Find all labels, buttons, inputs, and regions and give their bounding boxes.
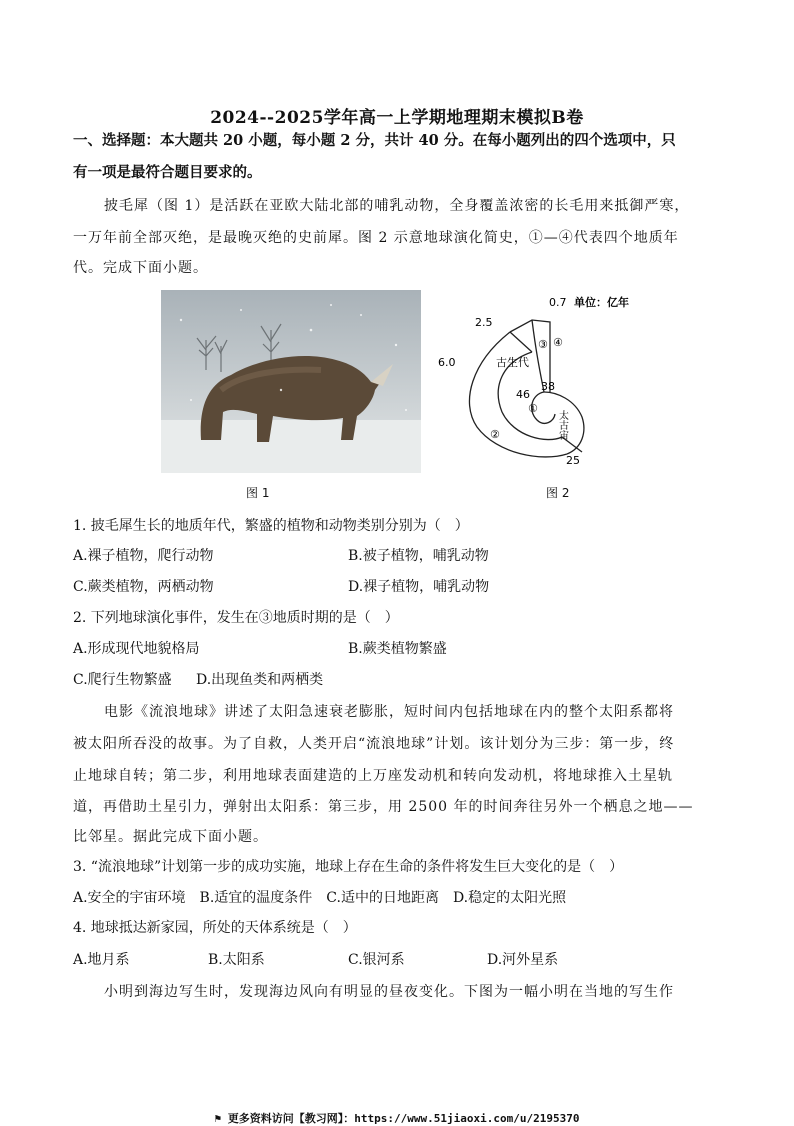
- figure2-caption: 图 2: [546, 486, 570, 500]
- figure2-label-0.7: 0.7: [549, 296, 567, 309]
- q4-option-c: C.银河系: [348, 952, 405, 968]
- passage2-line5: 比邻星。据此完成下面小题。: [73, 829, 268, 845]
- passage2-line4: 道，再借助土星引力，弹射出太阳系：第三步，用 2500 年的时间奔往另外一个栖息之地——: [73, 799, 694, 815]
- passage1-line2: 一万年前全部灭绝，是最晚灭绝的史前犀。图 2 示意地球演化简史，①—④代表四个地质年: [73, 230, 679, 246]
- q3-stem: 3. “流浪地球”计划第一步的成功实施，地球上存在生命的条件将发生巨大变化的是（ ）: [73, 859, 624, 875]
- q2-option-c: C.爬行生物繁盛: [73, 672, 172, 688]
- q4-option-b: B.太阳系: [208, 952, 265, 968]
- figure2-label-taigu: 太古宙: [556, 410, 568, 440]
- figure2-circle-3: ③: [538, 338, 548, 351]
- figure2-label-25: 25: [566, 454, 580, 467]
- passage1-line1: 披毛犀（图 1）是活跃在亚欧大陆北部的哺乳动物，全身覆盖浓密的长毛用来抵御严寒，: [104, 198, 690, 214]
- figure1-woolly-rhino-image: [161, 290, 421, 473]
- q4-option-a: A.地月系: [73, 952, 130, 968]
- q1-option-c: C.蕨类植物，两栖动物: [73, 579, 214, 595]
- q3-options: A.安全的宇宙环境 B.适宜的温度条件 C.适中的日地距离 D.稳定的太阳光照: [73, 890, 567, 906]
- q4-option-d: D.河外星系: [487, 952, 559, 968]
- figure2-label-46: 46: [516, 388, 530, 401]
- q1-option-d: D.裸子植物，哺乳动物: [348, 579, 490, 595]
- passage3-line1: 小明到海边写生时，发现海边风向有明显的昼夜变化。下图为一幅小明在当地的写生作: [104, 984, 674, 1000]
- passage2-line2: 被太阳所吞没的故事。为了自救，人类开启“流浪地球”计划。该计划分为三步：第一步，终: [73, 736, 675, 752]
- figure2-label-era: 古生代: [496, 356, 529, 369]
- figure2-label-2.5a: 2.5: [475, 316, 493, 329]
- passage1-line3: 代。完成下面小题。: [73, 260, 208, 276]
- figure2-unit-label: 单位：亿年: [574, 296, 629, 309]
- q1-option-b: B.被子植物，哺乳动物: [348, 548, 489, 564]
- footer-text: 更多资料访问【教习网】：https://www.51jiaoxi.com/u/2195370: [227, 1112, 580, 1125]
- q1-option-a: A.裸子植物，爬行动物: [73, 548, 214, 564]
- q1-stem: 1. 披毛犀生长的地质年代，繁盛的植物和动物类别分别为（ ）: [73, 518, 469, 534]
- flag-icon: ⚑: [214, 1112, 228, 1125]
- q2-option-a: A.形成现代地貌格局: [73, 641, 200, 657]
- q4-stem: 4. 地球抵达新家园，所处的天体系统是（ ）: [73, 920, 357, 936]
- passage2-line1: 电影《流浪地球》讲述了太阳急速衰老膨胀，短时间内包括地球在内的整个太阳系都将: [104, 704, 674, 720]
- section-heading-line2: 有一项是最符合题目要求的。: [73, 164, 262, 181]
- figure2-circle-1: ①: [528, 402, 538, 415]
- passage2-line3: 止地球自转；第二步，利用地球表面建造的上万座发动机和转向发动机，将地球推入土星轨: [73, 768, 673, 784]
- q2-option-d: D.出现鱼类和两栖类: [196, 672, 324, 688]
- q2-option-b: B.蕨类植物繁盛: [348, 641, 447, 657]
- figure1-caption: 图 1: [246, 486, 270, 500]
- figure2-label-38: 38: [541, 380, 555, 393]
- figure2-circle-4: ④: [553, 336, 563, 349]
- page-title: 2024--2025学年高一上学期地理期末模拟B卷: [210, 108, 584, 128]
- figure2-circle-2: ②: [490, 428, 500, 441]
- figure2-label-6.0: 6.0: [438, 356, 456, 369]
- figure2-geologic-spiral-diagram: [432, 292, 662, 477]
- section-heading-line1: 一、选择题：本大题共 20 小题，每小题 2 分，共计 40 分。在每小题列出的四个选项中，只: [73, 132, 676, 149]
- q2-stem: 2. 下列地球演化事件，发生在③地质时期的是（ ）: [73, 610, 399, 626]
